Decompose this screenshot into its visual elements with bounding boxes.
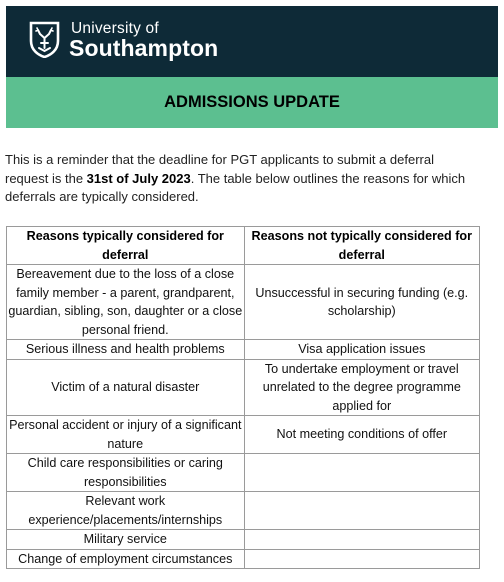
- cell-not-considered: Unsuccessful in securing funding (e.g. scholarship): [244, 265, 479, 340]
- cell-not-considered: To undertake employment or travel unrelated to the degree programme applied for: [244, 359, 479, 416]
- table-row: [7, 359, 480, 416]
- cell-not-considered: Visa application issues: [244, 340, 479, 360]
- table-row: [7, 265, 480, 340]
- table-header-row: [7, 227, 480, 265]
- table-row: [7, 340, 480, 360]
- cell-not-considered: [244, 454, 479, 492]
- cell-considered: Bereavement due to the loss of a close family member - a parent, grandparent, guardian, sibling, son, daughter or a close personal friend.: [7, 265, 245, 340]
- logo-text-university-of: University of: [71, 20, 159, 37]
- table-row: [7, 549, 480, 569]
- header-not-considered: Reasons not typically considered for deferral: [244, 227, 479, 265]
- cell-considered: Personal accident or injury of a significant nature: [7, 416, 245, 454]
- cell-considered: Change of employment circumstances: [7, 549, 245, 569]
- cell-considered: Military service: [7, 530, 245, 550]
- cell-considered: Victim of a natural disaster: [7, 359, 245, 416]
- table-row: [7, 454, 480, 492]
- table-row: [7, 530, 480, 550]
- cell-not-considered: [244, 530, 479, 550]
- header-bar: [6, 6, 498, 77]
- cell-considered: Relevant work experience/placements/internships: [7, 492, 245, 530]
- admissions-banner: [6, 77, 498, 128]
- cell-considered: Serious illness and health problems: [7, 340, 245, 360]
- cell-not-considered: [244, 492, 479, 530]
- banner-title: ADMISSIONS UPDATE: [164, 93, 340, 111]
- table-row: [7, 416, 480, 454]
- deadline-date: 31st of July 2023: [86, 170, 191, 186]
- intro-text-before: This is a reminder that the deadline for PGT applicants to submit a deferral request is the: [5, 152, 434, 186]
- cell-not-considered: Not meeting conditions of offer: [244, 416, 479, 454]
- logo-text-southampton: Southampton: [69, 35, 219, 61]
- deferral-reasons-table: [6, 226, 480, 569]
- cell-considered: Child care responsibilities or caring responsibilities: [7, 454, 245, 492]
- cell-not-considered: [244, 549, 479, 569]
- table-row: [7, 492, 480, 530]
- intro-text-after: . The table below outlines the reasons for which deferrals are typically considered.: [5, 170, 466, 204]
- university-crest-logo: [29, 21, 60, 58]
- header-considered: Reasons typically considered for deferral: [7, 227, 245, 265]
- intro-paragraph: [5, 151, 475, 207]
